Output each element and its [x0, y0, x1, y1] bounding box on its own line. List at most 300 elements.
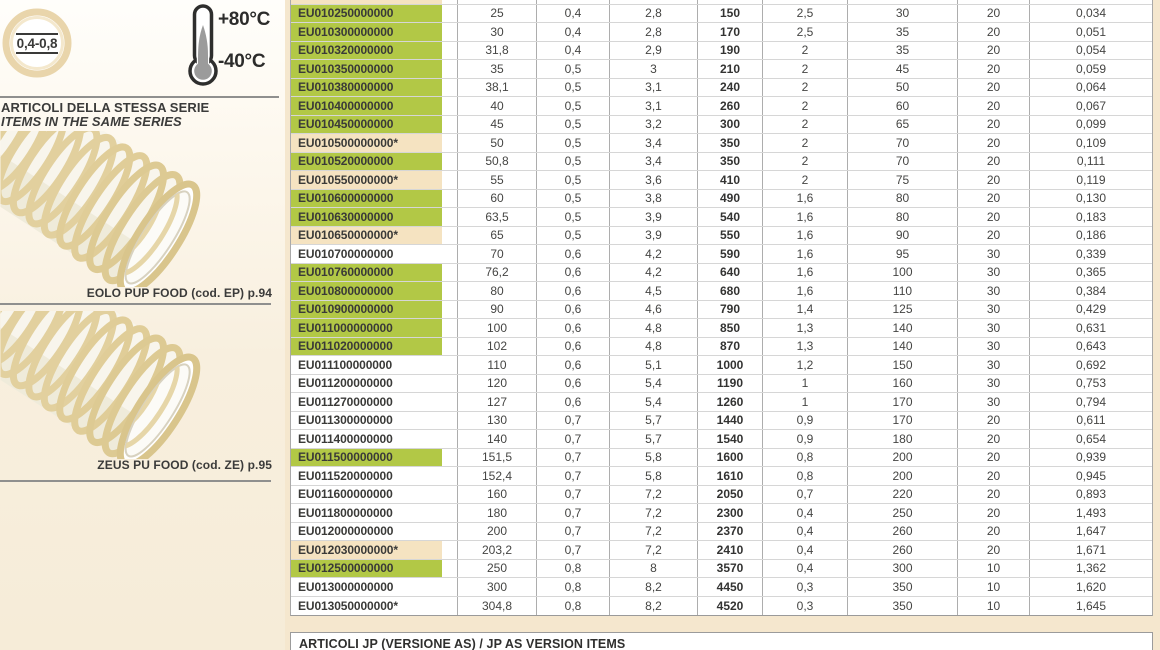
table-row	[291, 282, 1152, 301]
spec-value-cell: 4,5	[610, 282, 698, 300]
spec-value-cell: 80	[848, 190, 958, 208]
product-code-cell: EU010550000000*	[291, 171, 458, 189]
spec-value-cell: 30	[958, 319, 1030, 337]
spec-value-cell: 1,4	[763, 301, 848, 319]
spec-value-cell: 8	[610, 560, 698, 578]
spec-value-cell: 2	[763, 79, 848, 97]
spec-value-cell: 0,7	[537, 467, 610, 485]
spec-value-cell: 5,7	[610, 430, 698, 448]
spec-value-cell: 0,4	[537, 23, 610, 41]
spec-value-cell: 20	[958, 23, 1030, 41]
spec-value-cell: 30	[958, 356, 1030, 374]
spec-value-cell: 350	[698, 134, 763, 152]
working-pressure-value: 0,4-0,8	[16, 33, 59, 54]
spec-value-cell: 203,2	[458, 541, 537, 559]
spec-value-cell: 1	[763, 375, 848, 393]
spec-value-cell: 160	[458, 486, 537, 504]
temperature-min-label: -40°C	[218, 51, 266, 72]
spec-value-cell: 50	[848, 79, 958, 97]
spec-value-cell: 1,362	[1075, 561, 1107, 576]
working-pressure-badge	[2, 7, 72, 79]
spec-value-cell: 120	[458, 375, 537, 393]
spec-value-cell: 1600	[698, 449, 763, 467]
product-code-cell: EU011800000000	[291, 504, 458, 522]
spec-value-cell: 220	[848, 486, 958, 504]
spec-value-cell: 0,893	[1075, 487, 1107, 502]
spec-value-cell: 260	[848, 523, 958, 541]
table-row	[291, 171, 1152, 190]
spec-value-cell: 0,8	[763, 449, 848, 467]
table-row	[291, 153, 1152, 172]
spec-value-cell: 3,1	[610, 97, 698, 115]
spec-value-cell: 35	[848, 42, 958, 60]
spec-value-cell: 2	[763, 97, 848, 115]
spec-value-cell: 4,2	[610, 245, 698, 263]
spec-value-cell: 0,939	[1075, 450, 1107, 465]
spec-value-cell: 76,2	[458, 264, 537, 282]
spec-value-cell: 20	[958, 412, 1030, 430]
spec-value-cell: 1,6	[763, 264, 848, 282]
spec-value-cell: 0,059	[1075, 61, 1107, 76]
spec-value-cell: 0,3	[763, 578, 848, 596]
spec-value-cell: 0,6	[537, 338, 610, 356]
spec-value-cell: 0,9	[763, 430, 848, 448]
spec-value-cell: 110	[458, 356, 537, 374]
spec-value-cell: 2,8	[610, 23, 698, 41]
spec-value-cell: 1,6	[763, 227, 848, 245]
spec-value-cell: 790	[698, 301, 763, 319]
spec-value-cell: 0,753	[1075, 376, 1107, 391]
product-code-cell: EU010250000000	[291, 5, 458, 23]
spec-value-cell: 0,6	[537, 356, 610, 374]
spec-value-cell: 10	[958, 578, 1030, 596]
spec-value-cell: 5,1	[610, 356, 698, 374]
spec-value-cell: 75	[848, 171, 958, 189]
spec-value-cell: 190	[698, 42, 763, 60]
same-series-title-it: ARTICOLI DELLA STESSA SERIE	[1, 100, 210, 115]
spec-value-cell: 70	[848, 134, 958, 152]
product-code-cell: EU011520000000	[291, 467, 458, 485]
spec-value-cell: 45	[848, 60, 958, 78]
spec-value-cell: 180	[848, 430, 958, 448]
spec-value-cell: 0,7	[763, 486, 848, 504]
spec-value-cell: 0,8	[763, 467, 848, 485]
spec-value-cell: 1	[763, 393, 848, 411]
spec-value-cell: 0,7	[537, 430, 610, 448]
spec-value-cell: 1,620	[1075, 579, 1107, 594]
spec-value-cell: 3,9	[610, 227, 698, 245]
product-code-cell: EU010300000000	[291, 23, 458, 41]
spec-value-cell: 1,6	[763, 245, 848, 263]
spec-value-cell: 1,3	[763, 338, 848, 356]
spec-value-cell: 2	[763, 116, 848, 134]
spec-value-cell: 0,5	[537, 153, 610, 171]
spec-value-cell: 2	[763, 153, 848, 171]
spec-value-cell: 0,4	[763, 560, 848, 578]
spec-value-cell: 1,3	[763, 319, 848, 337]
spec-value-cell: 50	[458, 134, 537, 152]
spec-value-cell: 102	[458, 338, 537, 356]
spec-value-cell: 20	[958, 97, 1030, 115]
table-row	[291, 430, 1152, 449]
table-row	[291, 467, 1152, 486]
spec-value-cell: 0,643	[1075, 339, 1107, 354]
spec-value-cell: 35	[848, 23, 958, 41]
spec-value-cell: 20	[958, 541, 1030, 559]
spec-value-cell: 0,692	[1075, 357, 1107, 372]
product-code-cell: EU010650000000*	[291, 227, 458, 245]
product-code-cell: EU013000000000	[291, 578, 458, 596]
spec-value-cell: 140	[848, 319, 958, 337]
spec-value-cell	[537, 0, 610, 4]
spec-value-cell: 30	[958, 393, 1030, 411]
spec-value-cell: 0,067	[1075, 98, 1107, 113]
spec-value-cell: 90	[848, 227, 958, 245]
spec-value-cell: 540	[698, 208, 763, 226]
spec-value-cell: 1,645	[1075, 598, 1107, 613]
spec-value-cell: 0,9	[763, 412, 848, 430]
spec-value-cell: 80	[458, 282, 537, 300]
spec-value-cell: 0,6	[537, 264, 610, 282]
spec-value-cell: 150	[698, 5, 763, 23]
spec-value-cell: 3,2	[610, 116, 698, 134]
spec-value-cell: 3,6	[610, 171, 698, 189]
spec-value-cell: 5,7	[610, 412, 698, 430]
spec-value-cell: 0,4	[763, 523, 848, 541]
product-code-cell: EU012030000000*	[291, 541, 458, 559]
spec-value-cell: 0,4	[537, 42, 610, 60]
table-row	[291, 42, 1152, 61]
spec-value-cell: 0,5	[537, 116, 610, 134]
spec-value-cell: 1440	[698, 412, 763, 430]
spec-value-cell: 63,5	[458, 208, 537, 226]
table-row	[291, 97, 1152, 116]
spec-value-cell: 130	[458, 412, 537, 430]
spec-value-cell: 25	[458, 5, 537, 23]
spec-value-cell: 20	[958, 504, 1030, 522]
spec-value-cell: 7,2	[610, 486, 698, 504]
spec-value-cell: 3,4	[610, 134, 698, 152]
spec-value-cell: 20	[958, 79, 1030, 97]
spec-value-cell: 80	[848, 208, 958, 226]
spec-value-cell: 140	[848, 338, 958, 356]
spec-value-cell: 0,5	[537, 227, 610, 245]
spec-value-cell: 200	[848, 467, 958, 485]
spec-value-cell: 0,064	[1075, 80, 1107, 95]
spec-value-cell: 2	[763, 42, 848, 60]
product-code-cell: EU010760000000	[291, 264, 458, 282]
spec-value-cell: 160	[848, 375, 958, 393]
table-row	[291, 523, 1152, 542]
table-row	[291, 375, 1152, 394]
jp-version-section-bar: ARTICOLI JP (VERSIONE AS) / JP AS VERSION ITEMS	[290, 632, 1153, 650]
section-divider	[0, 303, 271, 305]
spec-value-cell: 100	[458, 319, 537, 337]
spec-value-cell: 20	[958, 60, 1030, 78]
spec-value-cell: 140	[458, 430, 537, 448]
spec-value-cell: 0,8	[537, 560, 610, 578]
product-code-cell: EU010320000000	[291, 42, 458, 60]
spec-value-cell: 20	[958, 449, 1030, 467]
spec-value-cell: 1,6	[763, 208, 848, 226]
spec-value-cell: 0,119	[1076, 172, 1106, 187]
spec-value-cell: 45	[458, 116, 537, 134]
spec-value-cell: 260	[698, 97, 763, 115]
spec-value-cell: 5,8	[610, 449, 698, 467]
spec-value-cell: 0,6	[537, 393, 610, 411]
spec-value-cell: 0,5	[537, 60, 610, 78]
product-code-cell: EU011400000000	[291, 430, 458, 448]
product-code-cell: EU011000000000	[291, 319, 458, 337]
spec-value-cell: 180	[458, 504, 537, 522]
table-row	[291, 264, 1152, 283]
spec-value-cell: 0,4	[537, 5, 610, 23]
spec-value-cell: 490	[698, 190, 763, 208]
spec-value-cell	[458, 0, 537, 4]
spec-value-cell: 2	[763, 171, 848, 189]
spec-value-cell: 30	[958, 338, 1030, 356]
spec-value-cell: 20	[958, 153, 1030, 171]
spec-value-cell: 250	[458, 560, 537, 578]
spec-value-cell: 2,8	[610, 5, 698, 23]
spec-value-cell: 150	[848, 356, 958, 374]
product-code-cell: EU011100000000	[291, 356, 458, 374]
spec-value-cell: 0,7	[537, 504, 610, 522]
spec-value-cell: 30	[848, 5, 958, 23]
spec-value-cell: 0,631	[1075, 320, 1107, 335]
spec-value-cell: 30	[958, 264, 1030, 282]
spec-value-cell: 260	[848, 541, 958, 559]
spec-value-cell: 4520	[698, 597, 763, 616]
spec-value-cell: 0,429	[1075, 302, 1107, 317]
spec-value-cell: 0,7	[537, 486, 610, 504]
spec-value-cell: 0,6	[537, 282, 610, 300]
spec-value-cell: 300	[698, 116, 763, 134]
table-row	[291, 504, 1152, 523]
spec-value-cell: 0,6	[537, 301, 610, 319]
product-code-cell: EU011200000000	[291, 375, 458, 393]
table-row	[291, 319, 1152, 338]
spec-value-cell: 0,4	[763, 541, 848, 559]
spec-value-cell: 2,5	[763, 5, 848, 23]
table-row	[291, 23, 1152, 42]
spec-value-cell: 65	[458, 227, 537, 245]
spec-value-cell: 0,5	[537, 97, 610, 115]
spec-value-cell: 0,6	[537, 375, 610, 393]
spec-value-cell: 0,8	[537, 578, 610, 596]
spec-value-cell: 20	[958, 190, 1030, 208]
spec-value-cell: 0,365	[1075, 265, 1107, 280]
spec-value-cell: 5,8	[610, 467, 698, 485]
section-divider	[0, 96, 279, 98]
spec-value-cell: 350	[698, 153, 763, 171]
spec-value-cell: 0,5	[537, 190, 610, 208]
spec-value-cell: 170	[698, 23, 763, 41]
spec-value-cell: 20	[958, 171, 1030, 189]
product-code-cell	[291, 0, 458, 4]
spec-value-cell: 680	[698, 282, 763, 300]
spec-value-cell: 7,2	[610, 504, 698, 522]
spec-value-cell: 1260	[698, 393, 763, 411]
product-code-cell: EU012500000000	[291, 560, 458, 578]
spec-value-cell: 0,794	[1075, 394, 1107, 409]
spec-value-cell: 350	[848, 597, 958, 616]
spec-table-body	[291, 0, 1152, 615]
table-row	[291, 449, 1152, 468]
product-code-cell: EU011600000000	[291, 486, 458, 504]
spec-value-cell: 2300	[698, 504, 763, 522]
spec-value-cell: 850	[698, 319, 763, 337]
spec-value-cell: 3,1	[610, 79, 698, 97]
table-row	[291, 5, 1152, 24]
table-row	[291, 134, 1152, 153]
spec-value-cell: 4,8	[610, 319, 698, 337]
spec-value-cell: 250	[848, 504, 958, 522]
spec-value-cell: 50,8	[458, 153, 537, 171]
table-row	[291, 560, 1152, 579]
spec-value-cell: 7,2	[610, 541, 698, 559]
spec-value-cell: 2	[763, 134, 848, 152]
spec-value-cell: 30	[958, 245, 1030, 263]
spec-value-cell: 30	[958, 282, 1030, 300]
spec-value-cell: 3570	[698, 560, 763, 578]
left-info-panel	[0, 0, 285, 650]
table-row	[291, 79, 1152, 98]
spec-value-cell: 1610	[698, 467, 763, 485]
table-row	[291, 597, 1152, 616]
spec-value-cell: 3,8	[610, 190, 698, 208]
table-row	[291, 541, 1152, 560]
spec-value-cell: 0,945	[1075, 468, 1107, 483]
table-row	[291, 393, 1152, 412]
spec-value-cell: 0,6	[537, 245, 610, 263]
spec-value-cell: 350	[848, 578, 958, 596]
spec-value-cell: 3,4	[610, 153, 698, 171]
table-row	[291, 60, 1152, 79]
spec-value-cell: 20	[958, 523, 1030, 541]
same-series-heading	[1, 101, 209, 129]
spec-value-cell: 200	[848, 449, 958, 467]
spec-value-cell: 4450	[698, 578, 763, 596]
spec-value-cell: 4,6	[610, 301, 698, 319]
product-code-cell: EU010400000000	[291, 97, 458, 115]
spec-value-cell: 60	[458, 190, 537, 208]
spec-value-cell: 2,5	[763, 23, 848, 41]
table-row	[291, 356, 1152, 375]
thermometer-icon	[184, 3, 222, 87]
spec-value-cell: 0,130	[1075, 191, 1107, 206]
spec-value-cell: 2370	[698, 523, 763, 541]
spec-value-cell: 1000	[698, 356, 763, 374]
spec-value-cell: 170	[848, 393, 958, 411]
spec-value-cell: 550	[698, 227, 763, 245]
hose-image-eolo	[0, 131, 281, 287]
spec-value-cell: 1,6	[763, 282, 848, 300]
spec-value-cell: 590	[698, 245, 763, 263]
spec-value-cell: 65	[848, 116, 958, 134]
spec-value-cell: 20	[958, 430, 1030, 448]
same-series-title-en: ITEMS IN THE SAME SERIES	[1, 114, 182, 129]
spec-value-cell: 300	[848, 560, 958, 578]
spec-value-cell: 0,5	[537, 134, 610, 152]
product-code-cell: EU011270000000	[291, 393, 458, 411]
spec-value-cell: 110	[848, 282, 958, 300]
spec-value-cell: 0,654	[1075, 431, 1107, 446]
spec-value-cell	[698, 0, 763, 4]
spec-value-cell: 60	[848, 97, 958, 115]
spec-value-cell: 151,5	[458, 449, 537, 467]
product-code-cell: EU010520000000	[291, 153, 458, 171]
spec-table	[290, 0, 1153, 616]
spec-value-cell: 0,099	[1075, 117, 1107, 132]
spec-value-cell: 0,611	[1076, 413, 1106, 428]
table-row	[291, 190, 1152, 209]
spec-value-cell: 127	[458, 393, 537, 411]
temperature-max-label: +80°C	[218, 9, 271, 30]
spec-value-cell	[610, 0, 698, 4]
spec-value-cell: 304,8	[458, 597, 537, 616]
spec-value-cell: 0,8	[537, 597, 610, 616]
table-row	[291, 412, 1152, 431]
spec-value-cell: 210	[698, 60, 763, 78]
spec-value-cell: 0,054	[1075, 43, 1107, 58]
spec-value-cell	[958, 0, 1030, 4]
spec-value-cell: 410	[698, 171, 763, 189]
spec-value-cell: 20	[958, 134, 1030, 152]
hose-image-zeus	[0, 311, 281, 459]
spec-value-cell: 1,2	[763, 356, 848, 374]
spec-value-cell: 95	[848, 245, 958, 263]
spec-value-cell	[763, 0, 848, 4]
spec-value-cell: 240	[698, 79, 763, 97]
spec-value-cell: 1,6	[763, 190, 848, 208]
product-code-cell: EU012000000000	[291, 523, 458, 541]
product-code-cell: EU011500000000	[291, 449, 458, 467]
spec-value-cell: 0,5	[537, 79, 610, 97]
spec-value-cell: 55	[458, 171, 537, 189]
spec-value-cell: 2,9	[610, 42, 698, 60]
product-code-cell: EU010900000000	[291, 301, 458, 319]
spec-value-cell: 0,109	[1075, 135, 1107, 150]
spec-value-cell: 870	[698, 338, 763, 356]
spec-value-cell: 35	[458, 60, 537, 78]
spec-value-cell: 1540	[698, 430, 763, 448]
table-row	[291, 338, 1152, 357]
spec-value-cell: 0,051	[1075, 24, 1107, 39]
spec-value-cell: 4,2	[610, 264, 698, 282]
product-code-cell: EU011020000000	[291, 338, 458, 356]
spec-value-cell: 40	[458, 97, 537, 115]
spec-value-cell: 31,8	[458, 42, 537, 60]
spec-value-cell: 125	[848, 301, 958, 319]
spec-value-cell: 8,2	[610, 597, 698, 616]
hose-caption-zeus: ZEUS PU FOOD (cod. ZE) p.95	[97, 458, 272, 472]
spec-value-cell: 0,6	[537, 319, 610, 337]
spec-value-cell: 1,493	[1075, 505, 1107, 520]
spec-value-cell	[848, 0, 958, 4]
spec-value-cell: 0,186	[1075, 228, 1107, 243]
spec-value-cell: 0,339	[1075, 246, 1107, 261]
table-row	[291, 227, 1152, 246]
spec-value-cell: 0,7	[537, 541, 610, 559]
product-code-cell: EU010450000000	[291, 116, 458, 134]
spec-value-cell: 20	[958, 208, 1030, 226]
product-code-cell: EU013050000000*	[291, 597, 458, 616]
spec-value-cell: 90	[458, 301, 537, 319]
spec-value-cell: 5,4	[610, 393, 698, 411]
spec-value-cell: 1190	[698, 375, 763, 393]
spec-value-cell: 2050	[698, 486, 763, 504]
